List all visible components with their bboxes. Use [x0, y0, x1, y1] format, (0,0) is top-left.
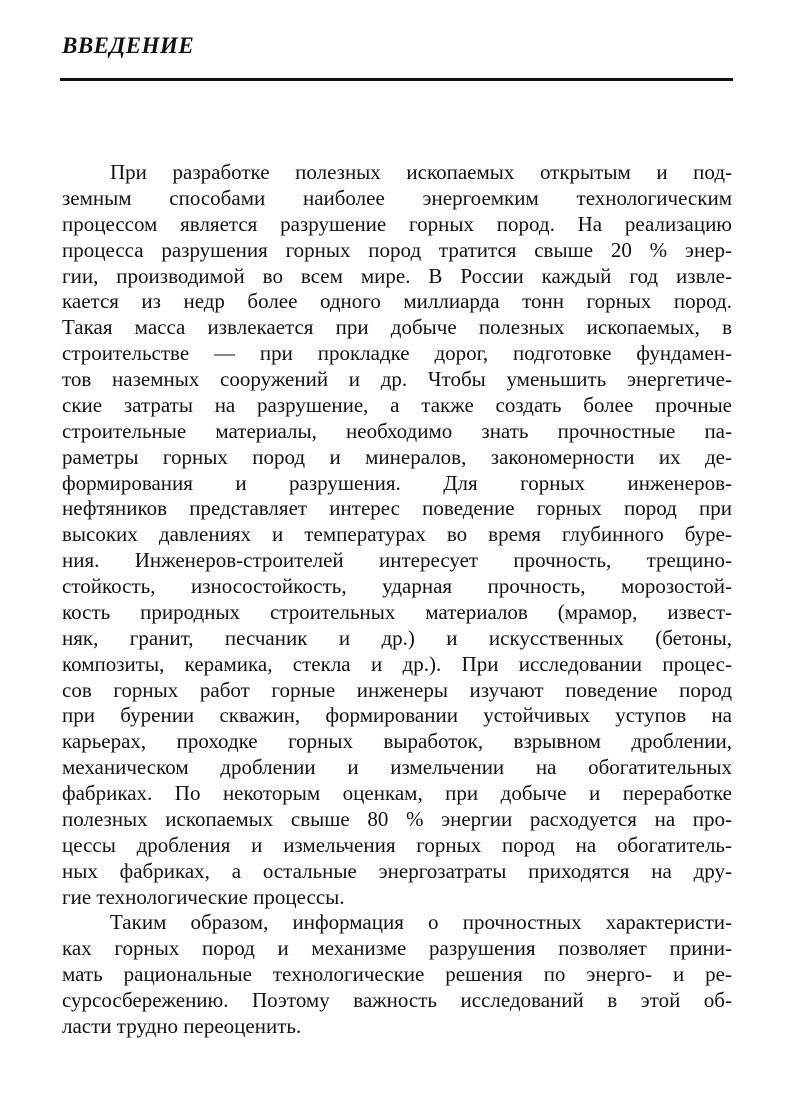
text-line: сов горных работ горные инженеры изучают поведение пород [62, 677, 732, 702]
text-line: стойкость, износостойкость, ударная прочность, морозостой- [62, 574, 732, 598]
text-line: мать рациональные технологические решения по энерго- и ре- [62, 962, 732, 987]
text-line: ках горных пород и механизме разрушения позволяет прини- [62, 936, 732, 961]
text-line: формирования и разрушения. Для горных инженеров- [62, 470, 732, 495]
text-line: кость природных строительных материалов (мрамор, извест- [62, 599, 732, 624]
text-line: высоких давлениях и температурах во время глубинного буре- [62, 522, 732, 547]
text-line: гии, производимой во всем мире. В России каждый год извле- [62, 263, 732, 288]
text-line: процессом является разрушение горных пород. На реализацию [62, 211, 732, 236]
text-line: композиты, керамика, стекла и др.). При исследовании процес- [62, 651, 732, 676]
chapter-title: ВВЕДЕНИЕ [62, 33, 195, 58]
paragraph-1 [62, 160, 732, 910]
text-line: Такая масса извлекается при добыче полезных ископаемых, в [62, 315, 732, 340]
text-line: гие технологические процессы. [62, 884, 345, 909]
text-line: нефтяников представляет интерес поведение горных пород при [62, 496, 732, 521]
text-line: сурсосбережению. Поэтому важность исследований в этой об- [62, 988, 732, 1012]
text-line: няк, гранит, песчаник и др.) и искусственных (бетоны, [62, 625, 732, 650]
text-line: полезных ископаемых свыше 80 % энергии расходуется на про- [62, 806, 732, 831]
text-line: процесса разрушения горных пород тратится свыше 20 % энер- [62, 237, 732, 262]
text-line: при бурении скважин, формировании устойчивых уступов на [62, 703, 732, 728]
text-line: цессы дробления и измельчения горных пород на обогатитель- [62, 832, 732, 857]
text-line: механическом дроблении и измельчении на обогатительных [62, 755, 732, 780]
body-text [62, 160, 732, 1040]
text-line: раметры горных пород и минералов, закономерности их де- [62, 444, 732, 469]
text-line: ласти трудно переоценить. [62, 1013, 302, 1038]
text-line: кается из недр более одного миллиарда тонн горных пород. [62, 289, 732, 314]
text-line: строительстве — при прокладке дорог, подготовке фундамен- [62, 341, 732, 366]
text-line: При разработке полезных ископаемых открытым и под- [110, 160, 732, 184]
text-line: строительные материалы, необходимо знать прочностные па- [62, 418, 732, 443]
title-underline [60, 78, 733, 81]
text-line: тов наземных сооружений и др. Чтобы уменьшить энергетиче- [62, 367, 732, 391]
text-line: ных фабриках, а остальные энергозатраты приходятся на дру- [62, 858, 732, 883]
paragraph-2 [62, 910, 732, 1039]
text-line: ские затраты на разрушение, а также создать более прочные [62, 392, 732, 417]
text-line: земным способами наиболее энергоемким технологическим [62, 185, 732, 210]
text-line: фабриках. По некоторым оценкам, при добыче и переработке [62, 781, 732, 805]
text-line: карьерах, проходке горных выработок, взрывном дроблении, [62, 729, 732, 754]
text-line: Таким образом, информация о прочностных характеристи- [110, 910, 732, 935]
text-line: ния. Инженеров-строителей интересует прочность, трещино- [62, 548, 732, 573]
